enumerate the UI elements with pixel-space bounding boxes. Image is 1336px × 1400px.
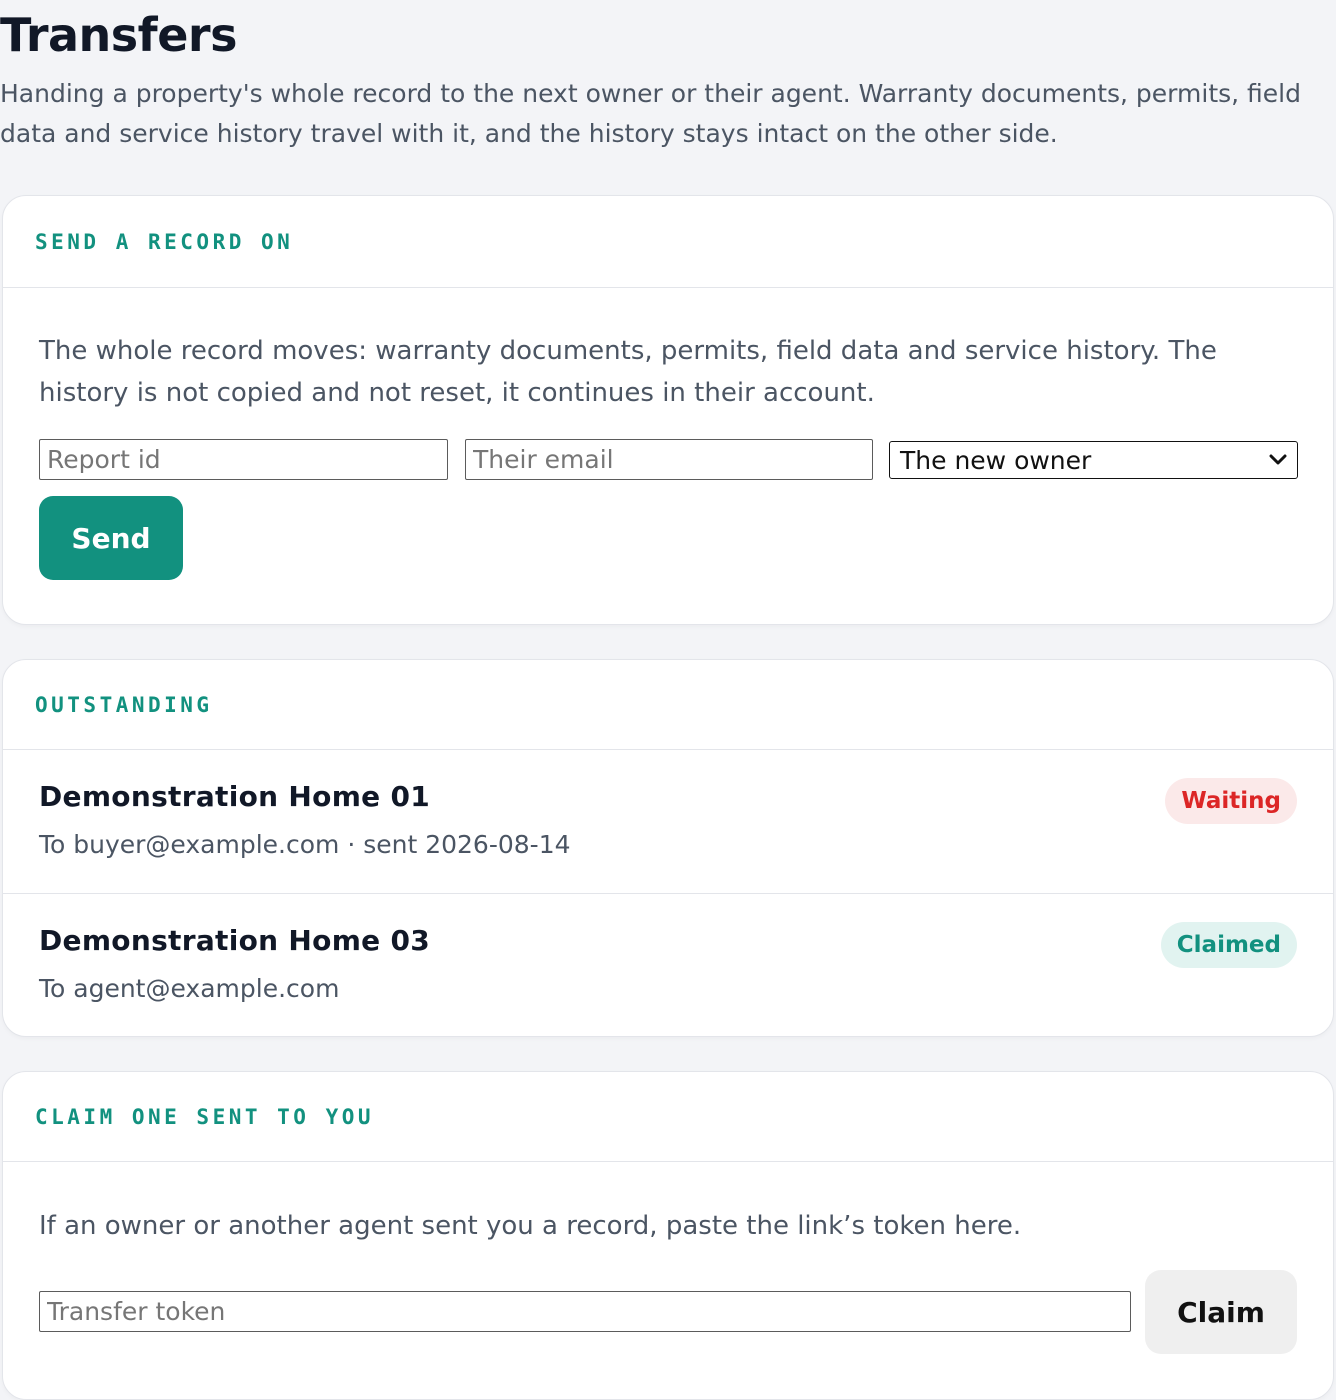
claim-header — [3, 1072, 1333, 1162]
status-badge: Claimed — [1161, 922, 1297, 968]
list-item[interactable] — [3, 894, 1333, 1037]
claim-card — [2, 1071, 1334, 1400]
send-button[interactable]: Send — [39, 496, 183, 580]
report-id-input[interactable] — [39, 439, 448, 480]
page-subtitle: Handing a property's whole record to the next owner or their agent. Warranty documents, permits, field data and service history travel with it, and the history stays intact on the other side. — [0, 79, 1301, 148]
outstanding-header — [3, 660, 1333, 750]
recipient-type-value: The new owner — [900, 445, 1092, 475]
recipient-email-input[interactable] — [465, 439, 873, 480]
transfer-token-input[interactable] — [39, 1291, 1131, 1332]
send-record-header — [3, 196, 1333, 288]
transfer-title: Demonstration Home 03 — [39, 924, 431, 957]
claim-description: If an owner or another agent sent you a record, paste the link’s token here. — [39, 1211, 1022, 1241]
send-record-heading: SEND A RECORD ON — [35, 229, 294, 254]
recipient-type-select[interactable] — [889, 441, 1298, 479]
status-badge: Waiting — [1165, 778, 1297, 824]
send-record-card — [2, 195, 1334, 625]
claim-button[interactable]: Claim — [1145, 1270, 1297, 1354]
transfer-title: Demonstration Home 01 — [39, 780, 431, 813]
page-title: Transfers — [0, 8, 237, 62]
chevron-down-icon — [1269, 451, 1287, 469]
send-record-description: The whole record moves: warranty documents, permits, field data and service history. The history is not copied and not reset, it continues in their account. — [39, 336, 1217, 408]
transfer-meta: To agent@example.com — [39, 974, 340, 1003]
outstanding-heading: OUTSTANDING — [35, 692, 213, 717]
claim-heading: CLAIM ONE SENT TO YOU — [35, 1104, 375, 1129]
outstanding-card — [2, 659, 1334, 1037]
transfer-meta: To buyer@example.com · sent 2026-08-14 — [39, 830, 571, 859]
list-item[interactable] — [3, 750, 1333, 894]
